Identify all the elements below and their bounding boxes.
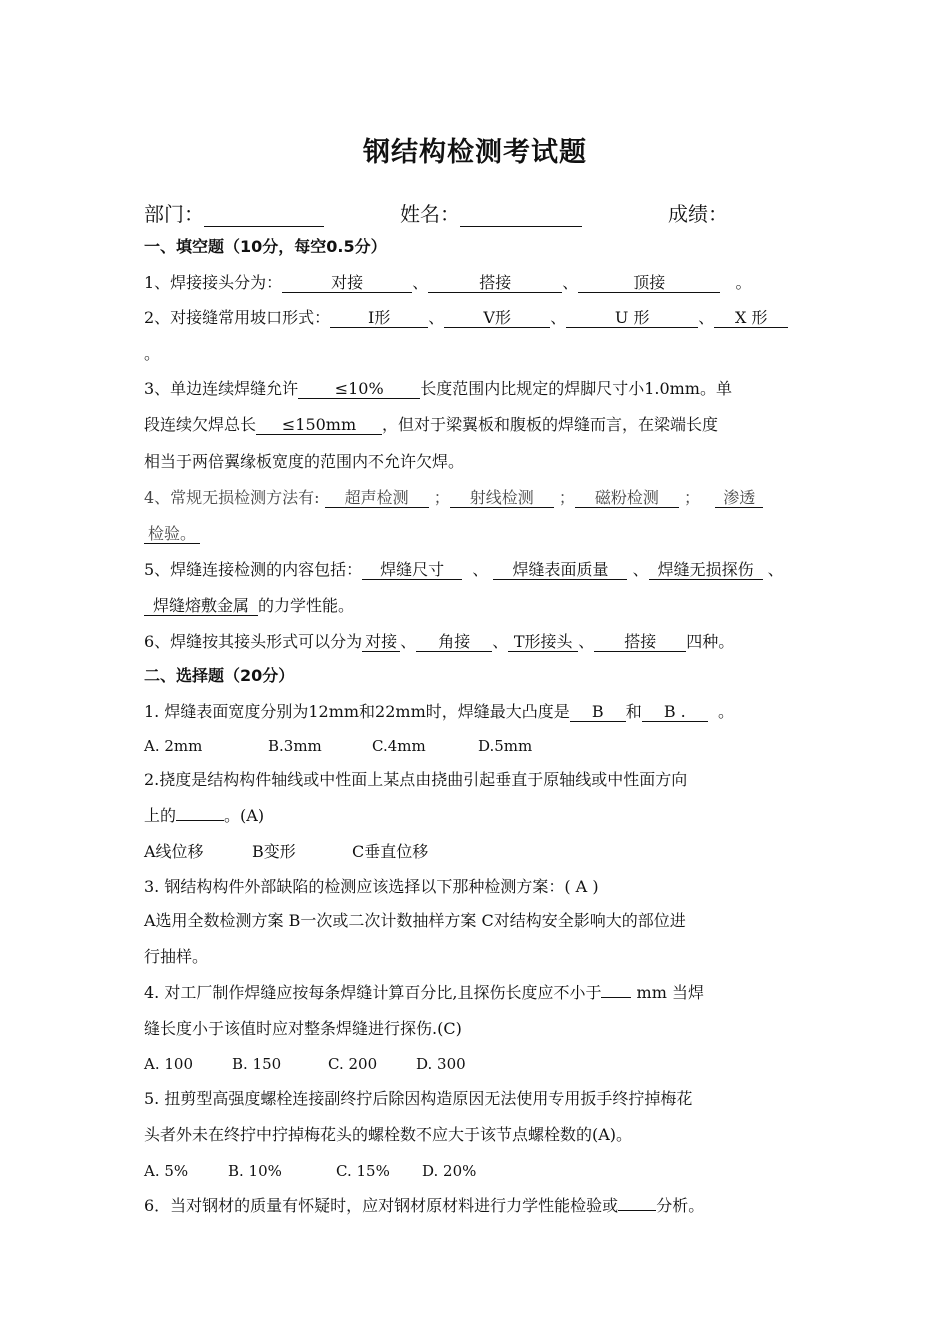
answer: 磁粉检测: [575, 488, 679, 508]
answer: V形: [444, 308, 550, 328]
score-field: [668, 198, 728, 227]
answer: X 形: [714, 308, 788, 328]
s1-q4: 4、常规无损检测方法有: 超声检测 ； 射线检测 ； 磁粉检测 ； 渗透: [144, 487, 763, 509]
s2-q3-line3: 行抽样。: [144, 947, 209, 966]
answer: I形: [330, 308, 428, 328]
name-label: 姓名：: [400, 202, 460, 226]
dept-label: 部门：: [144, 202, 204, 226]
answer: 射线检测: [450, 488, 554, 508]
answer: B .: [642, 702, 708, 722]
s2-q4-line2: 缝长度小于该值时应对整条焊缝进行探伤.(C): [144, 1019, 462, 1038]
answer-blank[interactable]: [601, 997, 631, 998]
answer: 搭接: [594, 632, 686, 652]
answer: 检验。: [144, 524, 200, 544]
s2-q4-line1: 4. 对工厂制作焊缝应按每条焊缝计算百分比,且探伤长度应不小于 mm 当焊: [144, 983, 704, 1002]
s1-q2-tail: 。: [144, 344, 161, 363]
s2-q5-line2: 头者外未在终拧中拧掉梅花头的螺栓数不应大于该节点螺栓数的(A)。: [144, 1125, 633, 1144]
answer: T形接头: [508, 632, 578, 652]
dept-blank[interactable]: [204, 204, 324, 227]
answer: B: [570, 702, 626, 722]
name-blank[interactable]: [460, 204, 582, 227]
s2-q3-line1: 3. 钢结构构件外部缺陷的检测应该选择以下那种检测方案：( A ): [144, 877, 599, 896]
score-label: 成绩：: [668, 202, 728, 226]
page-title: 钢结构检测考试题: [363, 137, 587, 168]
s1-q5: 5、焊缝连接检测的内容包括： 焊缝尺寸 、 焊缝表面质量 、 焊缝无损探伤 、: [144, 560, 784, 579]
s1-q1: 1、焊接接头分为： 对接 、 搭接 、 顶接 。: [144, 273, 752, 292]
answer: 焊缝尺寸: [362, 560, 462, 580]
section1-heading: 一、填空题（10分，每空0.5分）: [144, 237, 387, 256]
answer: 焊缝熔敷金属: [144, 596, 258, 616]
answer: U 形: [566, 308, 698, 328]
answer: 对接: [282, 273, 412, 293]
s2-q4-options: A. 100 B. 150 C. 200 D. 300: [144, 1055, 466, 1073]
s1-q6: 6、焊缝按其接头形式可以分为 对接 、 角接 、 T形接头 、 搭接 四种。: [144, 632, 735, 651]
s2-q2-line1: 2.挠度是结构构件轴线或中性面上某点由挠曲引起垂直于原轴线或中性面方向: [144, 770, 688, 789]
name-field: [400, 198, 582, 227]
s2-q1: 1. 焊缝表面宽度分别为12mm和22mm时，焊缝最大凸度是 B 和 B . 。: [144, 702, 734, 721]
answer: 渗透: [715, 488, 763, 508]
s1-q3-line3: 相当于两倍翼缘板宽度的范围内不允许欠焊。: [144, 452, 465, 471]
dept-field: [144, 198, 324, 227]
answer-blank[interactable]: [618, 1210, 656, 1211]
answer: 焊缝无损探伤: [649, 560, 763, 580]
section2-heading: 二、选择题（20分）: [144, 666, 295, 685]
answer: ≤150mm: [256, 415, 382, 435]
answer: 角接: [416, 632, 492, 652]
answer: 搭接: [428, 273, 562, 293]
answer: 对接: [362, 632, 400, 652]
s2-q5-options: A. 5% B. 10% C. 15% D. 20%: [144, 1162, 477, 1180]
answer-blank[interactable]: [176, 820, 224, 821]
s2-q6-line1: 6．当对钢材的质量有怀疑时，应对钢材原材料进行力学性能检验或 分析。: [144, 1196, 705, 1215]
s1-q3-line2: 段连续欠焊总长 ≤150mm ，但对于梁翼板和腹板的焊缝而言，在梁端长度: [144, 415, 719, 434]
s1-q5-line2: 焊缝熔敷金属 的力学性能。: [144, 595, 354, 617]
s1-q2: 2、对接缝常用坡口形式： I形 、 V形 、 U 形 、 X 形: [144, 307, 788, 329]
s2-q1-options: A. 2mm B.3mm C.4mm D.5mm: [144, 737, 533, 755]
s2-q3-line2: A选用全数检测方案 B一次或二次计数抽样方案 C对结构安全影响大的部位进: [144, 911, 686, 930]
answer: 焊缝表面质量: [493, 560, 627, 580]
s2-q2-line2: 上的 。(A): [144, 806, 265, 825]
answer: 顶接: [578, 273, 720, 293]
answer: ≤10%: [298, 379, 420, 399]
answer: 超声检测: [325, 488, 429, 508]
s2-q5-line1: 5. 扭剪型高强度螺栓连接副终拧后除因构造原因无法使用专用扳手终拧掉梅花: [144, 1089, 693, 1108]
s1-q3-line1: 3、单边连续焊缝允许 ≤10% 长度范围内比规定的焊脚尺寸小1.0mm。单: [144, 379, 732, 398]
s1-q4-line2: [144, 523, 200, 545]
s2-q2-options: A线位移 B变形 C垂直位移: [144, 842, 429, 861]
